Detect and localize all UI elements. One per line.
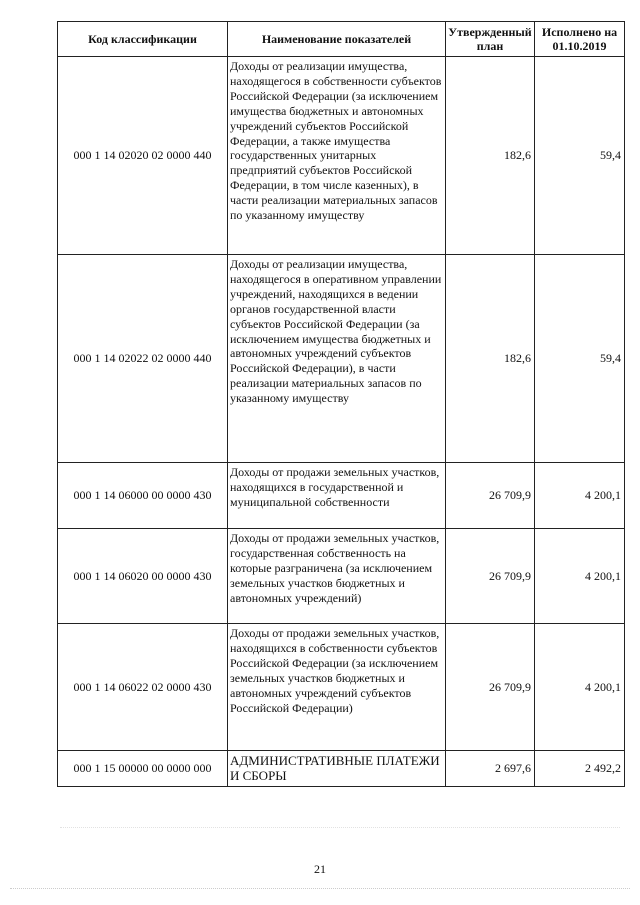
row-code: 000 1 15 00000 00 0000 000 [58, 751, 228, 787]
row-name: Доходы от продажи земельных участков, находящихся в государственной и муниципальной собственности [228, 463, 446, 529]
header-code: Код классификации [58, 22, 228, 57]
table-row [58, 57, 625, 255]
row-done: 4 200,1 [535, 529, 625, 624]
row-plan: 182,6 [446, 57, 535, 255]
table-row [58, 751, 625, 787]
page-number: 21 [314, 862, 326, 876]
table-header-row [58, 22, 625, 57]
row-name: Доходы от реализации имущества, находящегося в оперативном управлении учреждений, находящихся в ведении органов государственной власти субъектов Российской Федерации (за исключением имущества бюджетных и автономных учреждений субъектов Российской Федерации), в части реализации материальных запасов по указанному имуществу [228, 255, 446, 463]
header-plan: Утвержденный план [446, 22, 535, 57]
row-code: 000 1 14 06020 00 0000 430 [58, 529, 228, 624]
row-name: Доходы от реализации имущества, находящегося в собственности субъектов Российской Федерации (за исключением имущества бюджетных и автономных учреждений субъектов Российской Федерации, а также имущества государственных унитарных предприятий субъектов Российской Федерации, в том числе казенных), в части реализации материальных запасов по указанному имуществу [228, 57, 446, 255]
row-done: 59,4 [535, 255, 625, 463]
row-code: 000 1 14 06000 00 0000 430 [58, 463, 228, 529]
row-code: 000 1 14 02022 02 0000 440 [58, 255, 228, 463]
row-done: 2 492,2 [535, 751, 625, 787]
row-code: 000 1 14 02020 02 0000 440 [58, 57, 228, 255]
row-name: Доходы от продажи земельных участков, государственная собственность на которые разграничена (за исключением земельных участков бюджетных и автономных учреждений) [228, 529, 446, 624]
row-done: 59,4 [535, 57, 625, 255]
header-name: Наименование показателей [228, 22, 446, 57]
row-done: 4 200,1 [535, 624, 625, 751]
row-name: Доходы от продажи земельных участков, находящихся в собственности субъектов Российской Федерации (за исключением земельных участков бюджетных и автономных учреждений субъектов Российской Федерации) [228, 624, 446, 751]
table-row [58, 529, 625, 624]
table-row [58, 624, 625, 751]
scan-artifact-line [10, 888, 630, 890]
row-plan: 26 709,9 [446, 463, 535, 529]
row-code: 000 1 14 06022 02 0000 430 [58, 624, 228, 751]
row-name: АДМИНИСТРАТИВНЫЕ ПЛАТЕЖИ И СБОРЫ [228, 751, 446, 787]
table-row [58, 463, 625, 529]
row-plan: 26 709,9 [446, 529, 535, 624]
table-row [58, 255, 625, 463]
row-plan: 182,6 [446, 255, 535, 463]
header-done: Исполнено на 01.10.2019 [535, 22, 625, 57]
scan-artifact-line [60, 827, 620, 829]
row-plan: 2 697,6 [446, 751, 535, 787]
row-done: 4 200,1 [535, 463, 625, 529]
row-plan: 26 709,9 [446, 624, 535, 751]
revenue-table [57, 21, 625, 787]
